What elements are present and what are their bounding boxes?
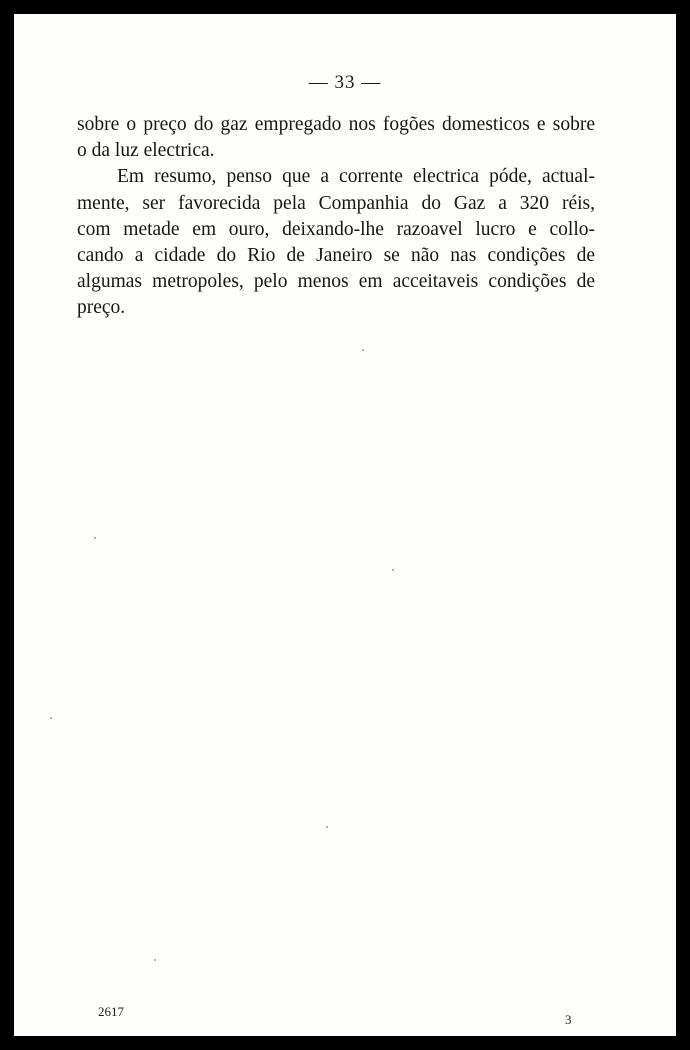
text-line: Em resumo, penso que a corrente electrica póde, actual-	[117, 166, 595, 188]
paper-speck	[392, 569, 394, 571]
text-line: cando a cidade do Rio de Janeiro se não nas condições de	[77, 245, 595, 267]
text-line: algumas metropoles, pelo menos em acceitaveis condições de	[77, 271, 595, 293]
text-line: com metade em ouro, deixando-lhe razoavel lucro e collo-	[77, 218, 595, 240]
document-page	[14, 14, 676, 1036]
paper-speck	[50, 717, 52, 719]
page-number: — 33 —	[308, 72, 382, 93]
paper-speck	[362, 349, 364, 351]
text-line: preço.	[77, 297, 126, 319]
text-line: mente, ser favorecida pela Companhia do Gaz a 320 réis,	[77, 192, 595, 214]
text-line: sobre o preço do gaz empregado nos fogões domesticos e sobre	[77, 114, 595, 135]
paragraph-1	[77, 112, 595, 164]
paper-speck	[154, 959, 156, 961]
paper-speck	[326, 826, 328, 828]
signature-mark: 2617	[98, 1004, 124, 1019]
paragraph-2	[77, 164, 595, 321]
text-line: o da luz electrica.	[77, 140, 215, 162]
signature-number: 3	[565, 1012, 572, 1027]
body-text	[77, 112, 595, 322]
paper-speck	[94, 537, 96, 539]
